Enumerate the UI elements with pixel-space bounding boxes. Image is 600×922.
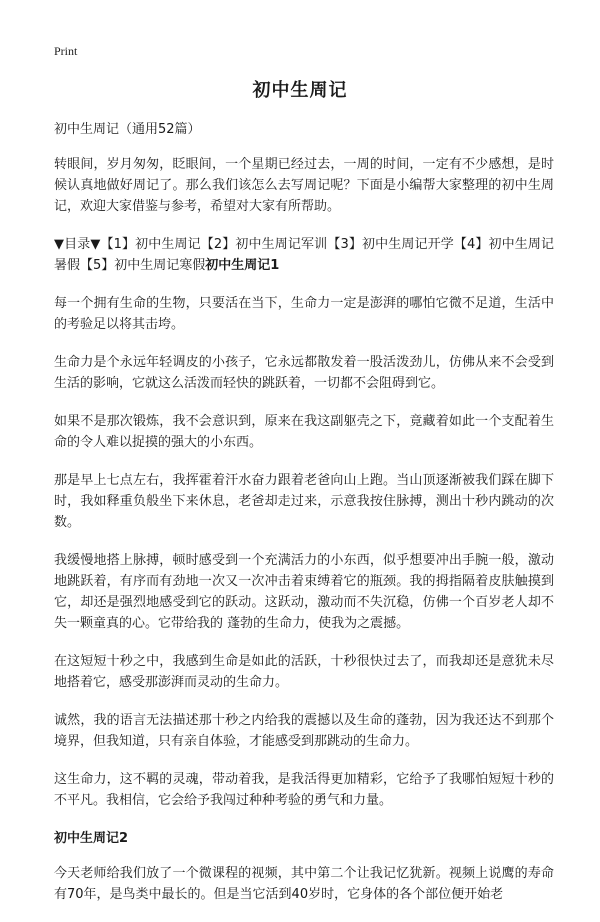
toc-link-4[interactable]: 【4】初中生周记暑假 (54, 237, 554, 273)
section-1-paragraph: 那是早上七点左右，我挥霍着汗水奋力跟着老爸向山上跑。当山顶逐渐被我们踩在脚下时，我如释重负般坐下来休息，老爸却走过来，示意我按住脉搏，测出十秒内跳动的次数。 (54, 473, 554, 530)
section-1-paragraph: 这生命力，这不羁的灵魂，带动着我，是我活得更加精彩，它给予了我哪怕短短十秒的不平凡。我相信，它会给予我闯过种种考验的勇气和力量。 (54, 772, 554, 808)
intro-paragraph: 转眼间，岁月匆匆，眨眼间，一个星期已经过去，一周的时间，一定有不少感想，是时候认真地做好周记了。那么我们该怎么去写周记呢？下面是小编帮大家整理的初中生周记，欢迎大家借鉴与参考，希望对大家有所帮助。 (54, 157, 554, 214)
section-1-paragraph: 生命力是个永远年轻调皮的小孩子，它永远都散发着一股活泼劲儿，仿佛从来不会受到生活的影响，它就这么活泼而轻快的跳跃着，一切都不会阻碍到它。 (54, 355, 554, 391)
table-of-contents (54, 234, 554, 276)
section-2-paragraph: 今天老师给我们放了一个微课程的视频，其中第二个让我记忆犹新。视频上说鹰的寿命有70年，是鸟类中最长的。但是当它活到40岁时，它身体的各个部位便开始老 (54, 866, 554, 902)
section-2-heading: 初中生周记2 (54, 831, 129, 846)
section-1-paragraph: 如果不是那次锻炼，我不会意识到，原来在我这副躯壳之下，竟藏着如此一个支配着生命的令人难以捉摸的强大的小东西。 (54, 414, 554, 450)
toc-link-3[interactable]: 【3】初中生周记开学 (327, 237, 454, 252)
toc-prefix: ▼目录▼ (54, 237, 101, 252)
section-1-heading: 初中生周记1 (205, 258, 280, 273)
document-title: 初中生周记 (252, 80, 348, 101)
toc-link-1[interactable]: 【1】初中生周记 (100, 237, 201, 252)
print-link[interactable]: Print (54, 44, 78, 58)
article-body (54, 119, 554, 922)
section-1-paragraph: 我缓慢地搭上脉搏，顿时感受到一个充满活力的小东西，似乎想要冲出手腕一般，激动地跳跃着，有序而有劲地一次又一次冲击着束缚着它的瓶颈。我的拇指隔着皮肤触摸到它，却还是强烈地感受到它的跃动。这跃动，激动而不失沉稳，仿佛一个百岁老人却不失一颗童真的心。它带给我的 蓬勃的生命力，使我为之震撼。 (54, 553, 554, 631)
article-subtitle: 初中生周记（通用52篇） (54, 122, 201, 137)
toc-link-2[interactable]: 【2】初中生周记军训 (200, 237, 328, 252)
toc-link-5[interactable]: 【5】初中生周记寒假 (80, 258, 206, 273)
section-1-paragraph: 诚然，我的语言无法描述那十秒之内给我的震撼以及生命的蓬勃，因为我还达不到那个境界，但我知道，只有亲自体验，才能感受到那跳动的生命力。 (54, 713, 554, 749)
section-1-paragraph: 在这短短十秒之中，我感到生命是如此的活跃，十秒很快过去了，而我却还是意犹未尽地搭着它，感受那澎湃而灵动的生命力。 (54, 654, 554, 690)
section-1-paragraph: 每一个拥有生命的生物，只要活在当下，生命力一定是澎湃的哪怕它微不足道，生活中的考验足以将其击垮。 (54, 296, 554, 332)
